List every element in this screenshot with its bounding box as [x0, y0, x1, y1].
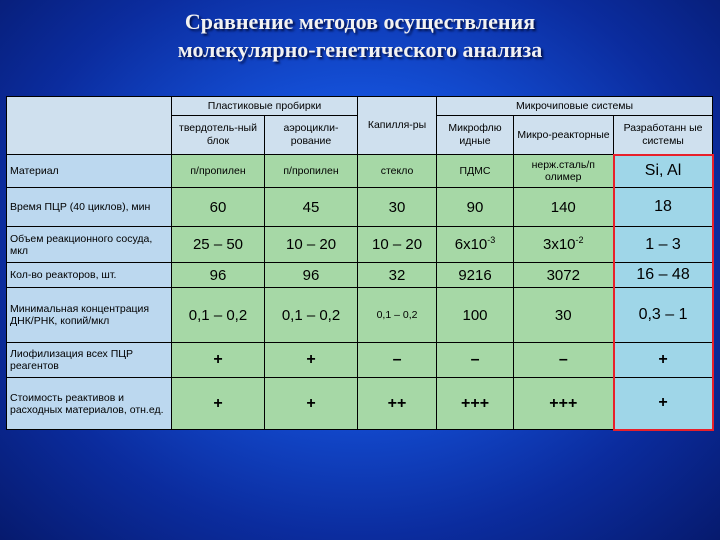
- header-capillaries: Капилля-ры: [358, 97, 437, 155]
- cell: 96: [172, 263, 265, 288]
- table-row: [7, 227, 713, 263]
- header-microreactor: Микро-реакторные: [514, 116, 614, 155]
- cell: +: [265, 343, 358, 378]
- cell: 30: [358, 188, 437, 227]
- table-row: [7, 155, 713, 188]
- comparison-table: [6, 96, 714, 431]
- table-row: [7, 188, 713, 227]
- cell: ++: [358, 378, 437, 430]
- cell: п/пропилен: [265, 155, 358, 188]
- cell-highlighted: 1 – 3: [614, 227, 713, 263]
- cell: нерж.сталь/п олимер: [514, 155, 614, 188]
- cell-highlighted: +: [614, 378, 713, 430]
- title-line-2: молекулярно-генетического анализа: [177, 37, 543, 62]
- cell: 0,1 – 0,2: [358, 288, 437, 343]
- cell: 10 – 20: [265, 227, 358, 263]
- cell: 60: [172, 188, 265, 227]
- header-aerocycling: аэроцикли-рование: [265, 116, 358, 155]
- cell: 96: [265, 263, 358, 288]
- cell: –: [514, 343, 614, 378]
- cell: 3072: [514, 263, 614, 288]
- header-microchip-systems: Микрочиповые системы: [437, 97, 713, 116]
- cell-highlighted: 0,3 – 1: [614, 288, 713, 343]
- table-row: [7, 263, 713, 288]
- cell: 100: [437, 288, 514, 343]
- cell: –: [358, 343, 437, 378]
- cell: ПДМС: [437, 155, 514, 188]
- cell: 140: [514, 188, 614, 227]
- table-row: [7, 378, 713, 430]
- cell: 32: [358, 263, 437, 288]
- cell: 0,1 – 0,2: [172, 288, 265, 343]
- cell: +: [265, 378, 358, 430]
- cell: стекло: [358, 155, 437, 188]
- header-corner: [7, 97, 172, 155]
- cell: 25 – 50: [172, 227, 265, 263]
- cell: +++: [514, 378, 614, 430]
- exponent: -3: [487, 235, 496, 245]
- page-title: [0, 8, 720, 64]
- row-label-reactor-count: Кол-во реакторов, шт.: [7, 263, 172, 288]
- cell-microfluidic-volume: [437, 227, 514, 263]
- cell-microreactor-volume: [514, 227, 614, 263]
- row-label-lyophilization: Лиофилизация всех ПЦР реагентов: [7, 343, 172, 378]
- row-label-pcr-time: Время ПЦР (40 циклов), мин: [7, 188, 172, 227]
- cell-value: 3x10: [542, 236, 576, 253]
- cell: –: [437, 343, 514, 378]
- row-label-material: Материал: [7, 155, 172, 188]
- cell-highlighted: +: [614, 343, 713, 378]
- exponent: -2: [575, 235, 584, 245]
- header-microfluidic: Микрофлю идные: [437, 116, 514, 155]
- cell: 0,1 – 0,2: [265, 288, 358, 343]
- cell: +: [172, 378, 265, 430]
- table-row: [7, 343, 713, 378]
- table-row: [7, 288, 713, 343]
- title-line-1: Сравнение методов осуществления: [184, 9, 536, 34]
- cell: 90: [437, 188, 514, 227]
- cell: п/пропилен: [172, 155, 265, 188]
- cell-value: 6x10: [454, 236, 488, 253]
- cell: +: [172, 343, 265, 378]
- cell: 30: [514, 288, 614, 343]
- cell: 10 – 20: [358, 227, 437, 263]
- header-developed-systems: Разработанн ые системы: [614, 116, 713, 155]
- row-label-min-concentration: Минимальная концентрация ДНК/РНК, копий/мкл: [7, 288, 172, 343]
- cell-highlighted: Si, Al: [614, 155, 713, 188]
- row-label-cost: Стоимость реактивов и расходных материалов, отн.ед.: [7, 378, 172, 430]
- row-label-volume: Объем реакционного сосуда, мкл: [7, 227, 172, 263]
- cell-highlighted: 16 – 48: [614, 263, 713, 288]
- cell-highlighted: 18: [614, 188, 713, 227]
- header-solid-block: твердотель-ный блок: [172, 116, 265, 155]
- cell: 9216: [437, 263, 514, 288]
- cell: 45: [265, 188, 358, 227]
- cell: +++: [437, 378, 514, 430]
- header-plastic-tubes: Пластиковые пробирки: [172, 97, 358, 116]
